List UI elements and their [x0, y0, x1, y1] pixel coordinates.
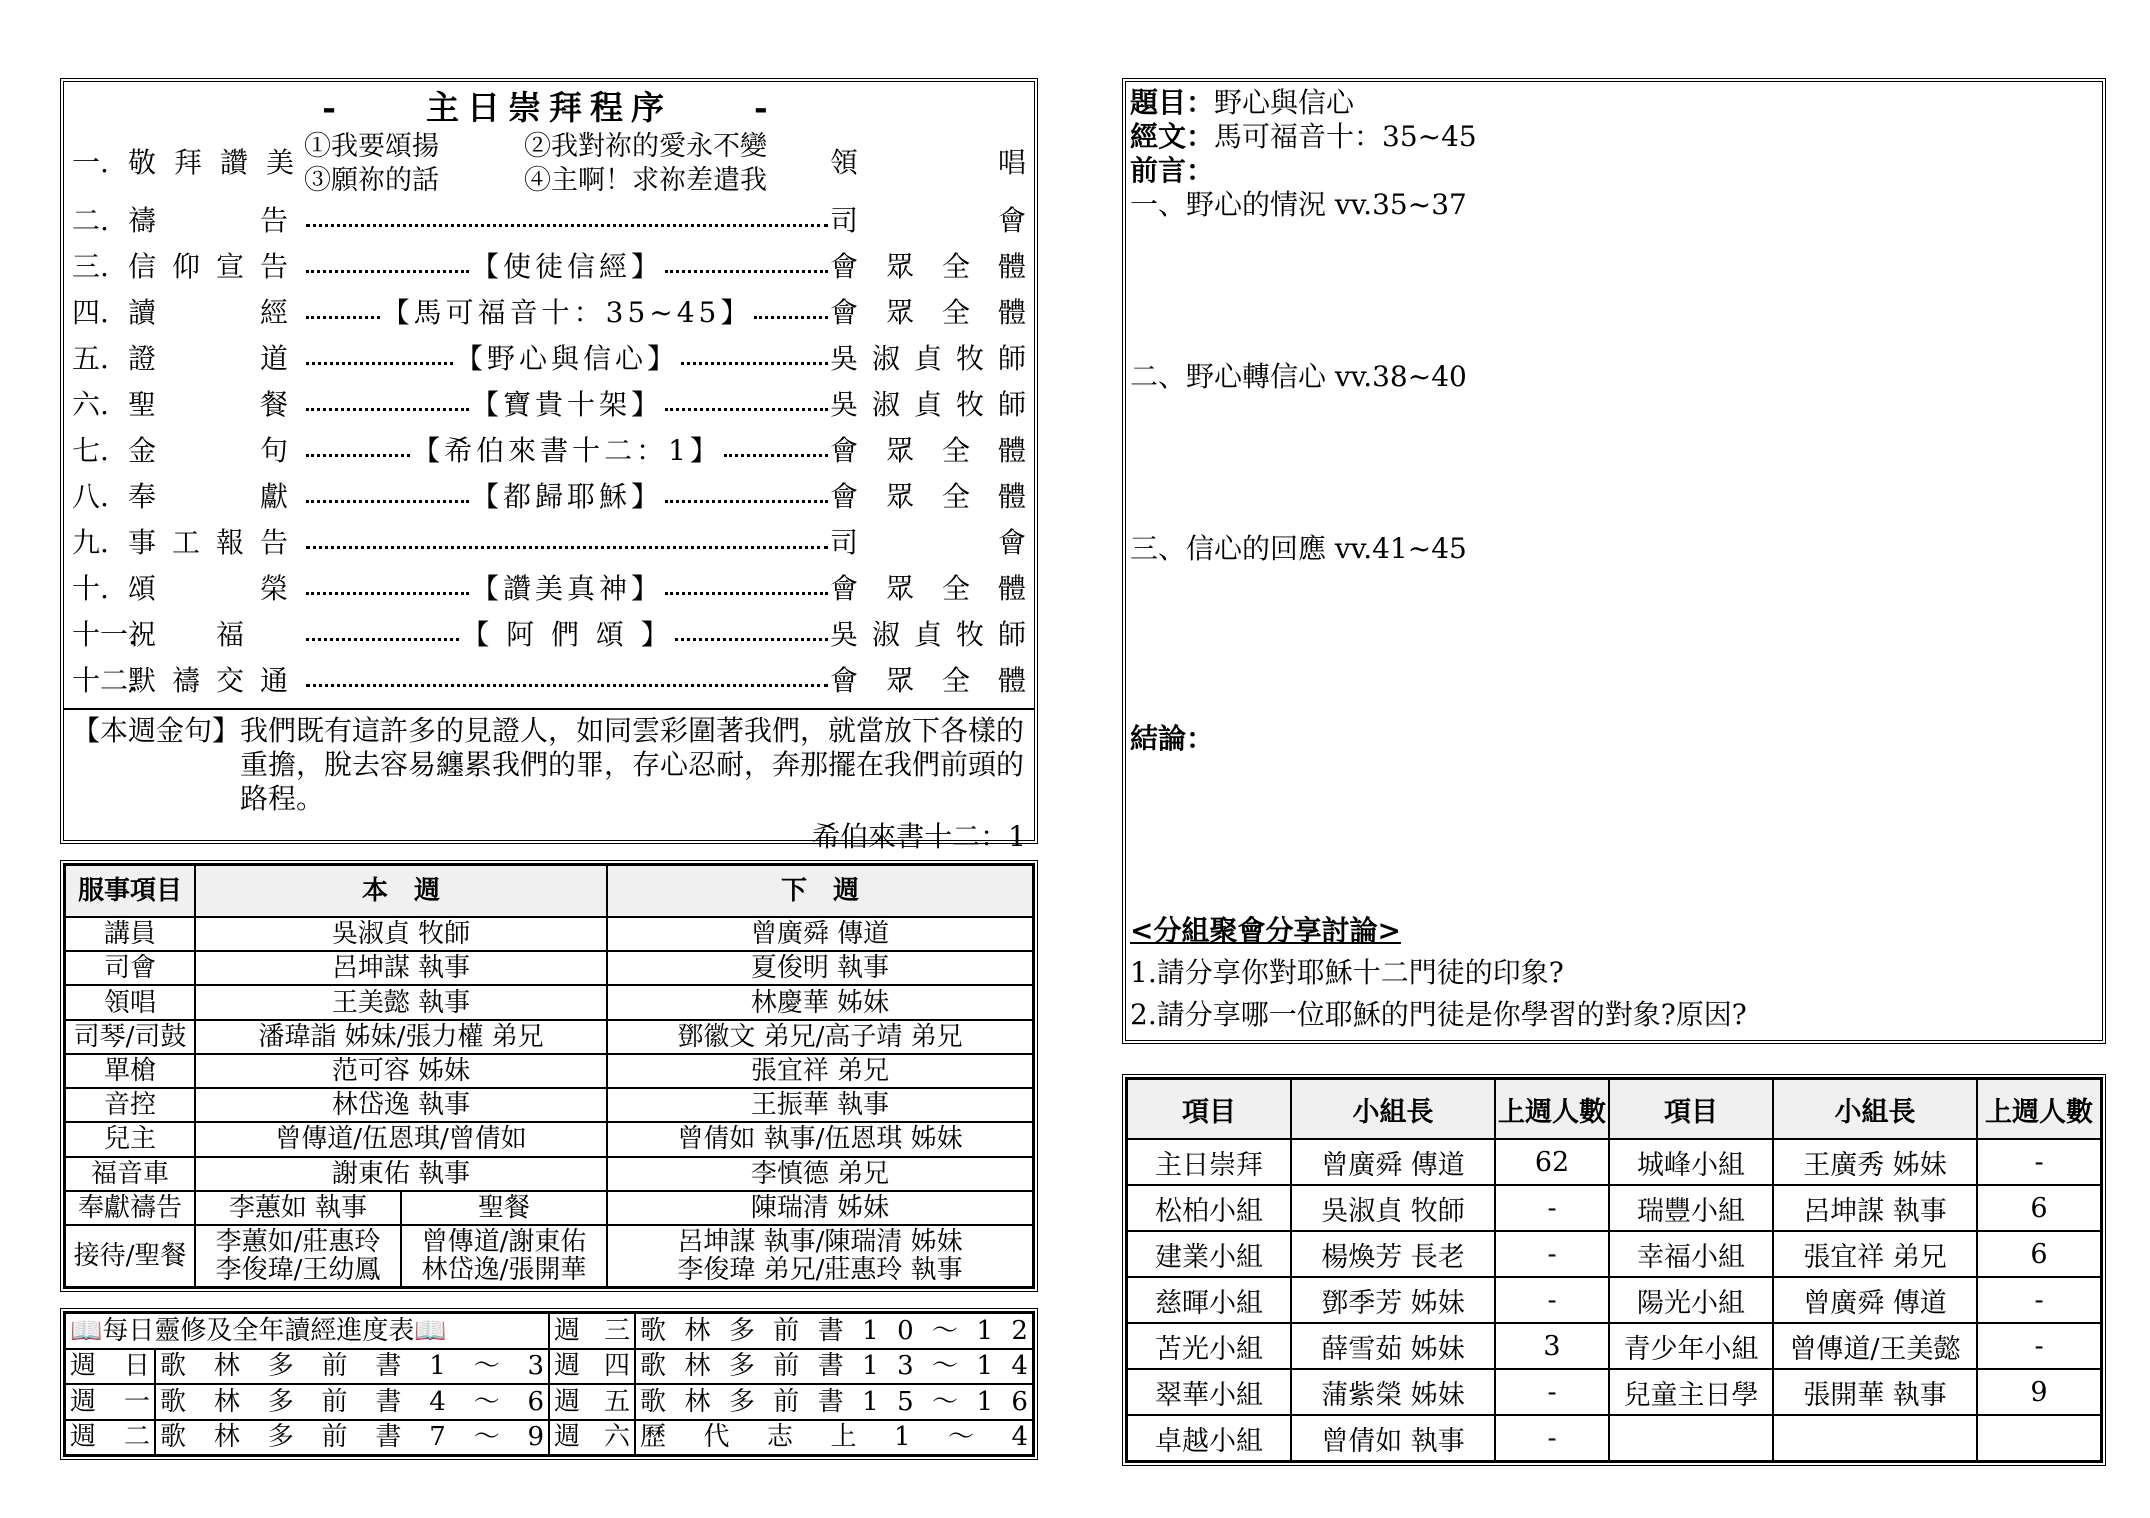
order-num: 四. — [72, 296, 109, 329]
order-detail: 【都歸耶穌】 — [471, 480, 664, 513]
reading-plan-row — [65, 1420, 1033, 1456]
order-who — [830, 658, 1026, 704]
dotted-leader — [665, 270, 828, 273]
order-detail: 【希伯來書十二：1】 — [412, 434, 722, 467]
group-leader: 鄧季芳 姊妹 — [1291, 1277, 1495, 1323]
order-who-text: 會 眾 全 體 — [830, 664, 1026, 697]
reading-plan-text: 歌 林 多 前 書 4 ～ 6 — [155, 1384, 549, 1420]
service-name-line: 呂坤謀 執事/陳瑞清 姊妹 — [677, 1226, 963, 1257]
dotted-leader — [724, 454, 828, 457]
reading-plan-text: 歌 林 多 前 書 1 3 ～ 1 4 — [635, 1349, 1033, 1385]
weekly-verse-reference: 希伯來書十二：1 — [812, 820, 1026, 853]
group-name: 苫光小組 — [1127, 1323, 1291, 1369]
book-icon: 📖 — [414, 1315, 447, 1346]
dotted-leader — [665, 500, 828, 503]
service-this-week: 呂坤謀 執事 — [195, 951, 607, 985]
dotted-leader — [306, 362, 453, 365]
order-who-text: 會 眾 全 體 — [830, 296, 1026, 329]
order-num: 六. — [72, 388, 109, 421]
dotted-leader — [306, 546, 828, 549]
service-roster-panel — [60, 860, 1038, 1292]
order-item-text: 聖 餐 — [128, 388, 305, 421]
order-item-text: 奉 獻 — [128, 480, 305, 513]
service-role: 奉獻禱告 — [65, 1191, 195, 1225]
order-who-text: 吳 淑 貞 牧 師 — [830, 618, 1026, 651]
order-who — [830, 612, 1026, 658]
group-count: - — [1495, 1415, 1609, 1461]
service-next-week: 林慶華 姊妹 — [607, 985, 1033, 1019]
dotted-leader — [306, 684, 828, 687]
group-name: 城峰小組 — [1609, 1139, 1773, 1185]
sermon-intro-label: 前言： — [1130, 154, 1215, 187]
group-count: 6 — [1977, 1231, 2101, 1277]
dotted-leader — [306, 316, 380, 319]
group-name: 瑞豐小組 — [1609, 1185, 1773, 1231]
group-count: 9 — [1977, 1369, 2101, 1415]
sermon-point-1: 一、野心的情況 vv.35~37 — [1130, 188, 1467, 221]
order-item-text: 默禱交通 — [128, 664, 305, 697]
dotted-leader — [306, 638, 459, 641]
order-num: 一. — [72, 146, 109, 179]
group-name: 陽光小組 — [1609, 1277, 1773, 1323]
sermon-point-2: 二、野心轉信心 vv.38~40 — [1130, 360, 1467, 393]
sermon-point-3: 三、信心的回應 vv.41~45 — [1130, 532, 1467, 565]
order-who — [830, 520, 1026, 566]
weekly-verse-label: 【本週金句】 — [72, 714, 241, 747]
service-next-week: 李慎德 弟兄 — [607, 1157, 1033, 1191]
group-count: 6 — [1977, 1185, 2101, 1231]
service-name-line: 曾傳道/謝東佑 — [421, 1226, 587, 1257]
service-this-week — [195, 1225, 401, 1287]
order-who-text: 會 眾 全 體 — [830, 480, 1026, 513]
reading-plan-text: 歷 代 志 上 1 ～ 4 — [635, 1420, 1033, 1456]
dotted-leader — [665, 592, 828, 595]
group-leader: 吳淑貞 牧師 — [1291, 1185, 1495, 1231]
order-item — [128, 128, 313, 198]
order-who-text: 司 會 — [830, 204, 1026, 237]
service-this-week: 曾傳道/伍恩琪/曾倩如 — [195, 1122, 607, 1156]
order-who — [830, 428, 1026, 474]
discussion-title: <分組聚會分享討論> — [1130, 914, 1401, 947]
service-next-week: 王振華 執事 — [607, 1088, 1033, 1122]
order-row-7 — [72, 428, 1026, 474]
order-num: 五. — [72, 342, 109, 375]
group-leader: 曾廣舜 傳道 — [1773, 1277, 1977, 1323]
order-leader — [304, 244, 830, 290]
order-item — [128, 244, 304, 290]
order-detail: 【馬可福音十：35~45】 — [381, 296, 753, 329]
reading-plan-day: 週 二 — [65, 1420, 155, 1456]
order-detail: 【 阿 們 頌 】 — [461, 618, 673, 651]
reading-plan-row — [65, 1313, 1033, 1349]
song-item: ④主啊！求祢差遣我 — [524, 165, 767, 196]
reading-plan-text: 歌 林 多 前 書 1 ～ 3 — [155, 1349, 549, 1385]
order-who — [830, 198, 1026, 244]
order-leader — [304, 198, 830, 244]
group-leader: 曾倩如 執事 — [1291, 1415, 1495, 1461]
service-row — [65, 1088, 1033, 1122]
reading-plan-day: 週 四 — [549, 1349, 635, 1385]
sermon-scripture-label: 經文： — [1130, 120, 1215, 153]
service-name-line: 李蕙如/莊惠玲 — [215, 1226, 381, 1257]
sermon-topic-value: 野心與信心 — [1214, 86, 1355, 119]
order-item-text: 證 道 — [128, 342, 305, 375]
service-row — [65, 985, 1033, 1019]
order-item — [128, 474, 304, 520]
order-who — [830, 382, 1026, 428]
service-roster-table — [64, 864, 1034, 1288]
order-item-text: 祝 福 — [128, 618, 261, 651]
dotted-leader — [306, 592, 469, 595]
order-num: 十一. — [72, 618, 137, 651]
groups-header: 上週人數 — [1495, 1079, 1609, 1139]
reading-plan-title-cell — [65, 1313, 549, 1349]
group-count: - — [1977, 1139, 2101, 1185]
order-who-text: 領 唱 — [830, 146, 1026, 179]
group-count: - — [1977, 1323, 2101, 1369]
group-name — [1609, 1415, 1773, 1461]
group-row — [1127, 1277, 2101, 1323]
order-row-11 — [72, 612, 1026, 658]
sermon-scripture — [1130, 120, 1477, 154]
group-leader: 楊煥芳 長老 — [1291, 1231, 1495, 1277]
service-header-this-week: 本 週 — [195, 865, 607, 917]
small-groups-panel — [1122, 1074, 2106, 1466]
service-this-week: 謝東佑 執事 — [195, 1157, 607, 1191]
order-num: 三. — [72, 250, 109, 283]
order-rows — [72, 198, 1026, 704]
order-item — [128, 198, 304, 244]
order-item — [128, 612, 304, 658]
order-who-text: 司 會 — [830, 526, 1026, 559]
discussion-question-2: 2.請分享哪一位耶穌的門徒是你學習的對象?原因? — [1130, 998, 1747, 1031]
reading-plan-day: 週 三 — [549, 1313, 635, 1349]
order-who-text: 吳 淑 貞 牧 師 — [830, 388, 1026, 421]
dotted-leader — [754, 316, 828, 319]
group-name: 幸福小組 — [1609, 1231, 1773, 1277]
worship-order-title: - 主日崇拜程序 - — [322, 88, 776, 127]
group-leader: 王廣秀 姊妹 — [1773, 1139, 1977, 1185]
order-item — [128, 290, 304, 336]
group-leader: 薛雪茹 姊妹 — [1291, 1323, 1495, 1369]
order-who-text: 吳 淑 貞 牧 師 — [830, 342, 1026, 375]
service-this-week: 范可容 姊妹 — [195, 1054, 607, 1088]
order-item — [128, 336, 304, 382]
group-name: 翠華小組 — [1127, 1369, 1291, 1415]
reading-plan-day: 週 六 — [549, 1420, 635, 1456]
dotted-leader — [665, 408, 828, 411]
service-row — [65, 1054, 1033, 1088]
dotted-leader — [681, 362, 828, 365]
order-item — [128, 520, 304, 566]
group-leader — [1773, 1415, 1977, 1461]
group-count: - — [1495, 1231, 1609, 1277]
service-row — [65, 1020, 1033, 1054]
order-item — [128, 658, 304, 704]
group-leader: 呂坤謀 執事 — [1773, 1185, 1977, 1231]
order-item-text: 金 句 — [128, 434, 305, 467]
order-item — [128, 382, 304, 428]
reading-plan-text: 歌 林 多 前 書 1 0 ～ 1 2 — [635, 1313, 1033, 1349]
group-name: 主日崇拜 — [1127, 1139, 1291, 1185]
order-row-6 — [72, 382, 1026, 428]
reading-plan-row — [65, 1384, 1033, 1420]
order-who — [830, 566, 1026, 612]
service-next-week: 曾廣舜 傳道 — [607, 917, 1033, 951]
group-count — [1977, 1415, 2101, 1461]
service-this-week: 李蕙如 執事 — [195, 1191, 401, 1225]
order-row-1 — [72, 128, 1026, 198]
group-name: 建業小組 — [1127, 1231, 1291, 1277]
service-role: 司琴/司鼓 — [65, 1020, 195, 1054]
order-num: 二. — [72, 204, 109, 237]
sermon-conclusion-label: 結論： — [1130, 722, 1215, 755]
service-row — [65, 1157, 1033, 1191]
groups-header: 上週人數 — [1977, 1079, 2101, 1139]
order-who — [830, 290, 1026, 336]
group-name: 卓越小組 — [1127, 1415, 1291, 1461]
dotted-leader — [306, 270, 469, 273]
group-count: - — [1495, 1277, 1609, 1323]
group-count: - — [1495, 1369, 1609, 1415]
service-role: 司會 — [65, 951, 195, 985]
order-leader — [304, 428, 830, 474]
sermon-notes-panel — [1122, 78, 2106, 1044]
service-role: 音控 — [65, 1088, 195, 1122]
service-next-week: 張宜祥 弟兄 — [607, 1054, 1033, 1088]
group-leader: 張宜祥 弟兄 — [1773, 1231, 1977, 1277]
sermon-topic — [1130, 86, 1354, 120]
service-role: 接待/聖餐 — [65, 1225, 195, 1287]
service-row — [65, 1225, 1033, 1287]
song-list — [304, 128, 830, 198]
groups-header: 項目 — [1127, 1079, 1291, 1139]
order-item-text: 信仰宣告 — [128, 250, 305, 283]
dotted-leader — [306, 500, 469, 503]
order-row-9 — [72, 520, 1026, 566]
order-who — [830, 336, 1026, 382]
service-roster-body — [65, 917, 1033, 1287]
order-row-3 — [72, 244, 1026, 290]
order-item-text: 敬拜讚美 — [128, 146, 313, 179]
group-leader: 蒲紫榮 姊妹 — [1291, 1369, 1495, 1415]
order-detail: 【野心與信心】 — [455, 342, 680, 375]
order-who — [830, 474, 1026, 520]
worship-order-panel — [60, 78, 1038, 853]
group-count: - — [1495, 1185, 1609, 1231]
service-role: 福音車 — [65, 1157, 195, 1191]
order-item-text: 頌 榮 — [128, 572, 305, 605]
order-num: 八. — [72, 480, 109, 513]
service-row — [65, 917, 1033, 951]
order-leader — [304, 474, 830, 520]
group-count: 3 — [1495, 1323, 1609, 1369]
order-num: 十. — [72, 572, 109, 605]
group-leader: 張開華 執事 — [1773, 1369, 1977, 1415]
group-name: 慈暉小組 — [1127, 1277, 1291, 1323]
order-who — [830, 128, 1026, 198]
dotted-leader — [306, 408, 469, 411]
reading-plan-day: 週 一 — [65, 1384, 155, 1420]
reading-plan-panel — [60, 1308, 1038, 1460]
small-groups-header-row — [1127, 1079, 2101, 1139]
order-detail: 【使徒信經】 — [471, 250, 664, 283]
service-next-week: 鄧徽文 弟兄/高子靖 弟兄 — [607, 1020, 1033, 1054]
groups-header: 項目 — [1609, 1079, 1773, 1139]
sermon-topic-label: 題目： — [1130, 86, 1215, 119]
service-this-week — [401, 1225, 607, 1287]
service-header-next-week: 下 週 — [607, 865, 1033, 917]
dotted-leader — [306, 454, 410, 457]
reading-plan-text: 歌 林 多 前 書 1 5 ～ 1 6 — [635, 1384, 1033, 1420]
dotted-leader — [306, 224, 828, 227]
small-groups-body — [1127, 1139, 2101, 1461]
order-who-text: 會 眾 全 體 — [830, 250, 1026, 283]
order-num: 九. — [72, 526, 109, 559]
service-this-week: 潘瑋詣 姊妹/張力權 弟兄 — [195, 1020, 607, 1054]
group-count: 62 — [1495, 1139, 1609, 1185]
service-row — [65, 951, 1033, 985]
service-name-line: 林岱逸/張開華 — [421, 1254, 587, 1285]
order-item — [128, 566, 304, 612]
group-name: 青少年小組 — [1609, 1323, 1773, 1369]
weekly-verse — [64, 708, 1034, 858]
order-item-text: 禱 告 — [128, 204, 305, 237]
group-row — [1127, 1415, 2101, 1461]
reading-plan-table — [64, 1312, 1034, 1456]
reading-plan-title: 每日靈修及全年讀經進度表 — [102, 1315, 415, 1346]
service-this-week: 聖餐 — [401, 1191, 607, 1225]
discussion-question-1: 1.請分享你對耶穌十二門徒的印象? — [1130, 956, 1564, 989]
order-row-12 — [72, 658, 1026, 704]
order-leader — [304, 566, 830, 612]
service-next-week: 曾倩如 執事/伍恩琪 姊妹 — [607, 1122, 1033, 1156]
service-role: 兒主 — [65, 1122, 195, 1156]
group-name: 兒童主日學 — [1609, 1369, 1773, 1415]
weekly-verse-text: 我們既有這許多的見證人，如同雲彩圍著我們，就當放下各樣的重擔，脫去容易纏累我們的罪，存心忍耐，奔那擺在我們前頭的路程。 — [240, 714, 1025, 815]
reading-plan-text: 歌 林 多 前 書 7 ～ 9 — [155, 1420, 549, 1456]
order-leader — [304, 520, 830, 566]
sermon-scripture-value: 馬可福音十：35~45 — [1214, 120, 1477, 153]
service-name-line: 李俊瑋/王幼鳳 — [215, 1254, 381, 1285]
order-detail: 【寶貴十架】 — [471, 388, 664, 421]
service-header-role: 服事項目 — [65, 865, 195, 917]
service-row — [65, 1191, 1033, 1225]
group-name: 松柏小組 — [1127, 1185, 1291, 1231]
order-leader — [304, 290, 830, 336]
order-item-text: 事工報告 — [128, 526, 305, 559]
order-row-8 — [72, 474, 1026, 520]
service-row — [65, 1122, 1033, 1156]
order-who-text: 會 眾 全 體 — [830, 434, 1026, 467]
group-row — [1127, 1369, 2101, 1415]
service-role: 講員 — [65, 917, 195, 951]
service-name-line: 李俊瑋 弟兄/莊惠玲 執事 — [677, 1254, 963, 1285]
groups-header: 小組長 — [1291, 1079, 1495, 1139]
reading-plan-day: 週 日 — [65, 1349, 155, 1385]
song-item: ②我對祢的愛永不變 — [524, 131, 767, 162]
order-leader — [304, 382, 830, 428]
service-this-week: 吳淑貞 牧師 — [195, 917, 607, 951]
order-leader — [304, 336, 830, 382]
service-this-week: 林岱逸 執事 — [195, 1088, 607, 1122]
service-next-week — [607, 1225, 1033, 1287]
group-count: - — [1977, 1277, 2101, 1323]
reading-plan-row — [65, 1349, 1033, 1385]
group-leader: 曾廣舜 傳道 — [1291, 1139, 1495, 1185]
order-num: 七. — [72, 434, 109, 467]
group-row — [1127, 1139, 2101, 1185]
order-item — [128, 428, 304, 474]
order-row-5 — [72, 336, 1026, 382]
order-row-4 — [72, 290, 1026, 336]
service-role: 領唱 — [65, 985, 195, 1019]
order-detail: 【讚美真神】 — [471, 572, 664, 605]
reading-plan-day: 週 五 — [549, 1384, 635, 1420]
order-who — [830, 244, 1026, 290]
order-row-10 — [72, 566, 1026, 612]
order-who-text: 會 眾 全 體 — [830, 572, 1026, 605]
order-num: 十二. — [72, 664, 137, 697]
order-leader — [304, 658, 830, 704]
song-item: ③願祢的話 — [304, 165, 439, 196]
group-row — [1127, 1323, 2101, 1369]
book-icon: 📖 — [70, 1315, 103, 1346]
order-leader — [304, 612, 830, 658]
group-row — [1127, 1231, 2101, 1277]
group-row — [1127, 1185, 2101, 1231]
groups-header: 小組長 — [1773, 1079, 1977, 1139]
dotted-leader — [675, 638, 828, 641]
service-next-week: 夏俊明 執事 — [607, 951, 1033, 985]
order-row-2 — [72, 198, 1026, 244]
small-groups-table — [1126, 1078, 2102, 1462]
order-item-text: 讀 經 — [128, 296, 305, 329]
service-next-week: 陳瑞清 姊妹 — [607, 1191, 1033, 1225]
service-role: 單槍 — [65, 1054, 195, 1088]
group-leader: 曾傳道/王美懿 — [1773, 1323, 1977, 1369]
service-this-week: 王美懿 執事 — [195, 985, 607, 1019]
song-item: ①我要頌揚 — [304, 131, 439, 162]
